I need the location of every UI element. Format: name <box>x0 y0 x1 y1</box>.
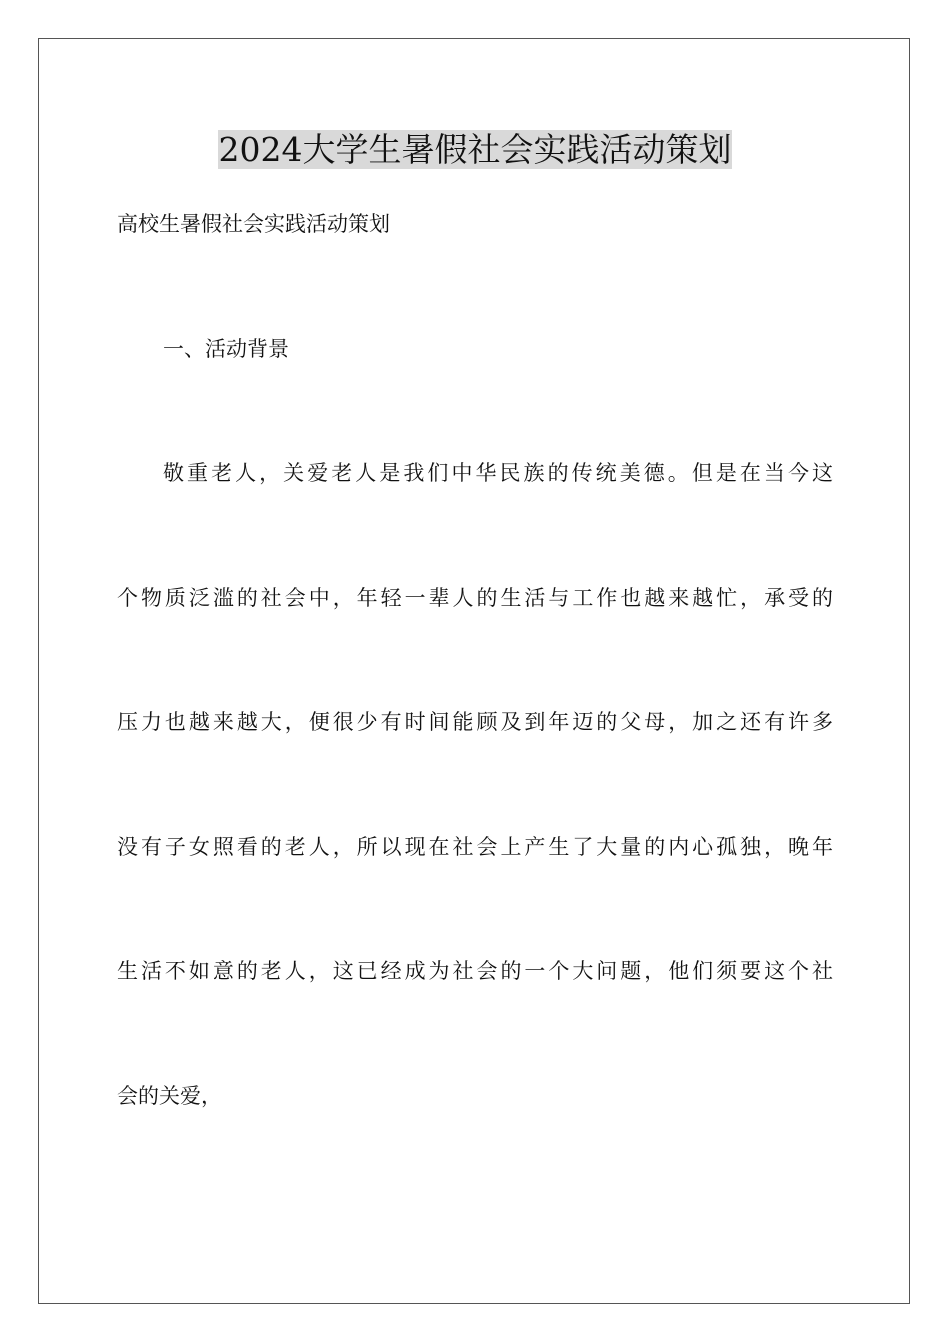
paragraph-line: 个物质泛滥的社会中，年轻一辈人的生活与工作也越来越忙，承受的 <box>117 586 833 610</box>
paragraph-line: 会的关爱， <box>117 1084 222 1108</box>
paragraph-line: 没有子女照看的老人，所以现在社会上产生了大量的内心孤独，晚年 <box>117 835 833 859</box>
document-title: 2024大学生暑假社会实践活动策划 <box>218 130 732 169</box>
paragraph-line: 压力也越来越大，便很少有时间能顾及到年迈的父母，加之还有许多 <box>117 710 833 734</box>
document-subtitle: 高校生暑假社会实践活动策划 <box>117 212 390 236</box>
paragraph-line: 生活不如意的老人，这已经成为社会的一个大问题，他们须要这个社 <box>117 959 833 983</box>
document-title-block <box>0 128 950 172</box>
section-heading: 一、活动背景 <box>163 337 289 361</box>
paragraph-line: 敬重老人，关爱老人是我们中华民族的传统美德。但是在当今这 <box>163 461 833 485</box>
